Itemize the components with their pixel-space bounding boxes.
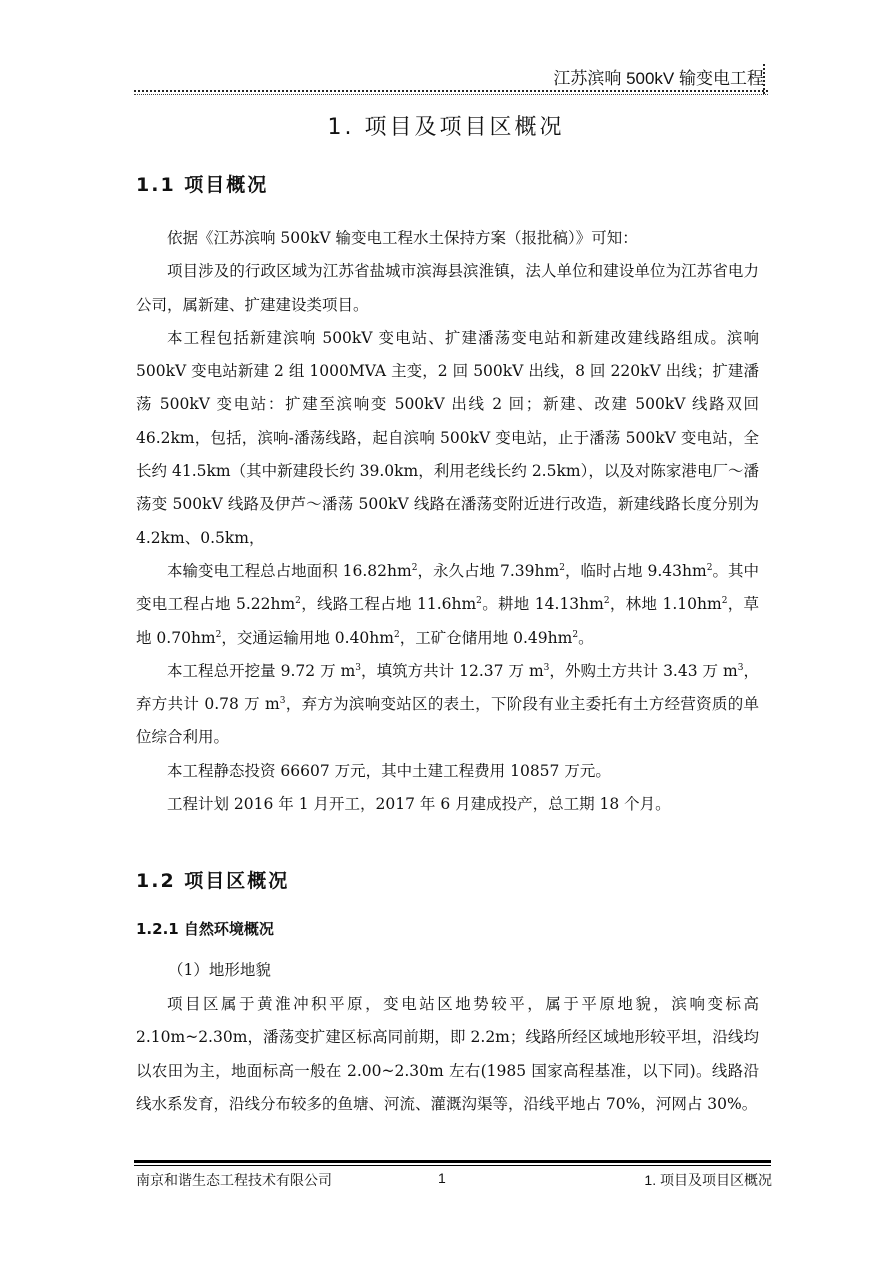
section-1-1-body [136,222,759,821]
footer-company: 南京和谐生态工程技术有限公司 [136,1172,332,1188]
chapter-title: 1. 项目及项目区概况 [327,115,565,140]
paragraph-land-area: 本输变电工程总占地面积 $16.82hm^2$，永久占地 $7.39hm^2$，临时占地 $9.43hm^2$。其中变电工程占地 $5.22hm^2$，线路工程占地 $11.6hm^2$。耕地 $14.13hm^2$，林地 $1.10hm^2$，草地 $0.70hm^2$，交通运输用地 $0.40hm^2$，工矿仓储用地 $0.49hm^2$。 [136,561,760,647]
footer-rule-thin [134,1165,771,1166]
footer-page-number: 1 [438,1170,446,1186]
header-title: 江苏滨响 500kV 输变电工程 [553,69,764,88]
paragraph-admin-region: 项目涉及的行政区域为江苏省盐城市滨海县滨淮镇，法人单位和建设单位为江苏省电力公司，属新建、扩建建设类项目。 [136,262,759,314]
paragraph-earthwork: 本工程总开挖量 9.72 万 $m^3$，填筑方共计 12.37 万 $m^3$，外购土方共计 3.43 万 $m^3$，弃方共计 0.78 万 $m^3$，弃方为滨响变站区的表土，下阶段有业主委托有土方经营资质的单位综合利用。 [136,661,759,747]
section-1-2-title: 1.2 项目区概况 [136,870,290,892]
paragraph-basis: 依据《江苏滨响 500kV 输变电工程水土保持方案（报批稿）》可知： [167,229,638,247]
section-1-2-body [136,988,759,1121]
paragraph-terrain: 项目区属于黄淮冲积平原，变电站区地势较平，属于平原地貌，滨响变标高 2.10m~2.30m，潘荡变扩建区标高同前期，即 2.2m；线路所经区域地形较平坦，沿线均以农田为主，地面标高一般在 2.00~2.30m 左右(1985 国家高程基准，以下同)。线路沿线水系发育，沿线分布较多的鱼塘、河流、灌溉沟渠等，沿线平地占 70%，河网占 30%。 [136,995,759,1113]
paragraph-project-scope: 本工程包括新建滨响 500kV 变电站、扩建潘荡变电站和新建改建线路组成。滨响 500kV 变电站新建 2 组 1000MVA 主变，2 回 500kV 出线，8 回 220kV 出线；扩建潘荡 500kV 变电站：扩建至滨响变 500kV 出线 2 回；新建、改建 500kV 线路双回 46.2km，包括，滨响-潘荡线路，起自滨响 500kV 变电站，止于潘荡 500kV 变电站，全长约 41.5km（其中新建段长约 39.0km，利用老线长约 2.5km），以及对陈家港电厂～潘荡变 500kV 线路及伊芦～潘荡 500kV 线路在潘荡变附近进行改造，新建线路长度分别为 4.2km、0.5km， [136,328,759,547]
footer-rule-thick [134,1160,771,1163]
subsection-1-2-1-title: 1.2.1 自然环境概况 [136,920,274,938]
paragraph-investment: 本工程静态投资 66607 万元，其中土建工程费用 10857 万元。 [167,761,611,780]
footer-chapter: 1. 项目及项目区概况 [644,1172,772,1188]
section-1-1-title: 1.1 项目概况 [136,174,269,196]
header-rule [134,90,768,92]
header-rule-secondary [134,94,768,95]
paragraph-schedule: 工程计划 2016 年 1 月开工，2017 年 6 月建成投产，总工期 18 个月。 [167,795,671,814]
item-terrain-label: （1）地形地貌 [168,961,271,979]
